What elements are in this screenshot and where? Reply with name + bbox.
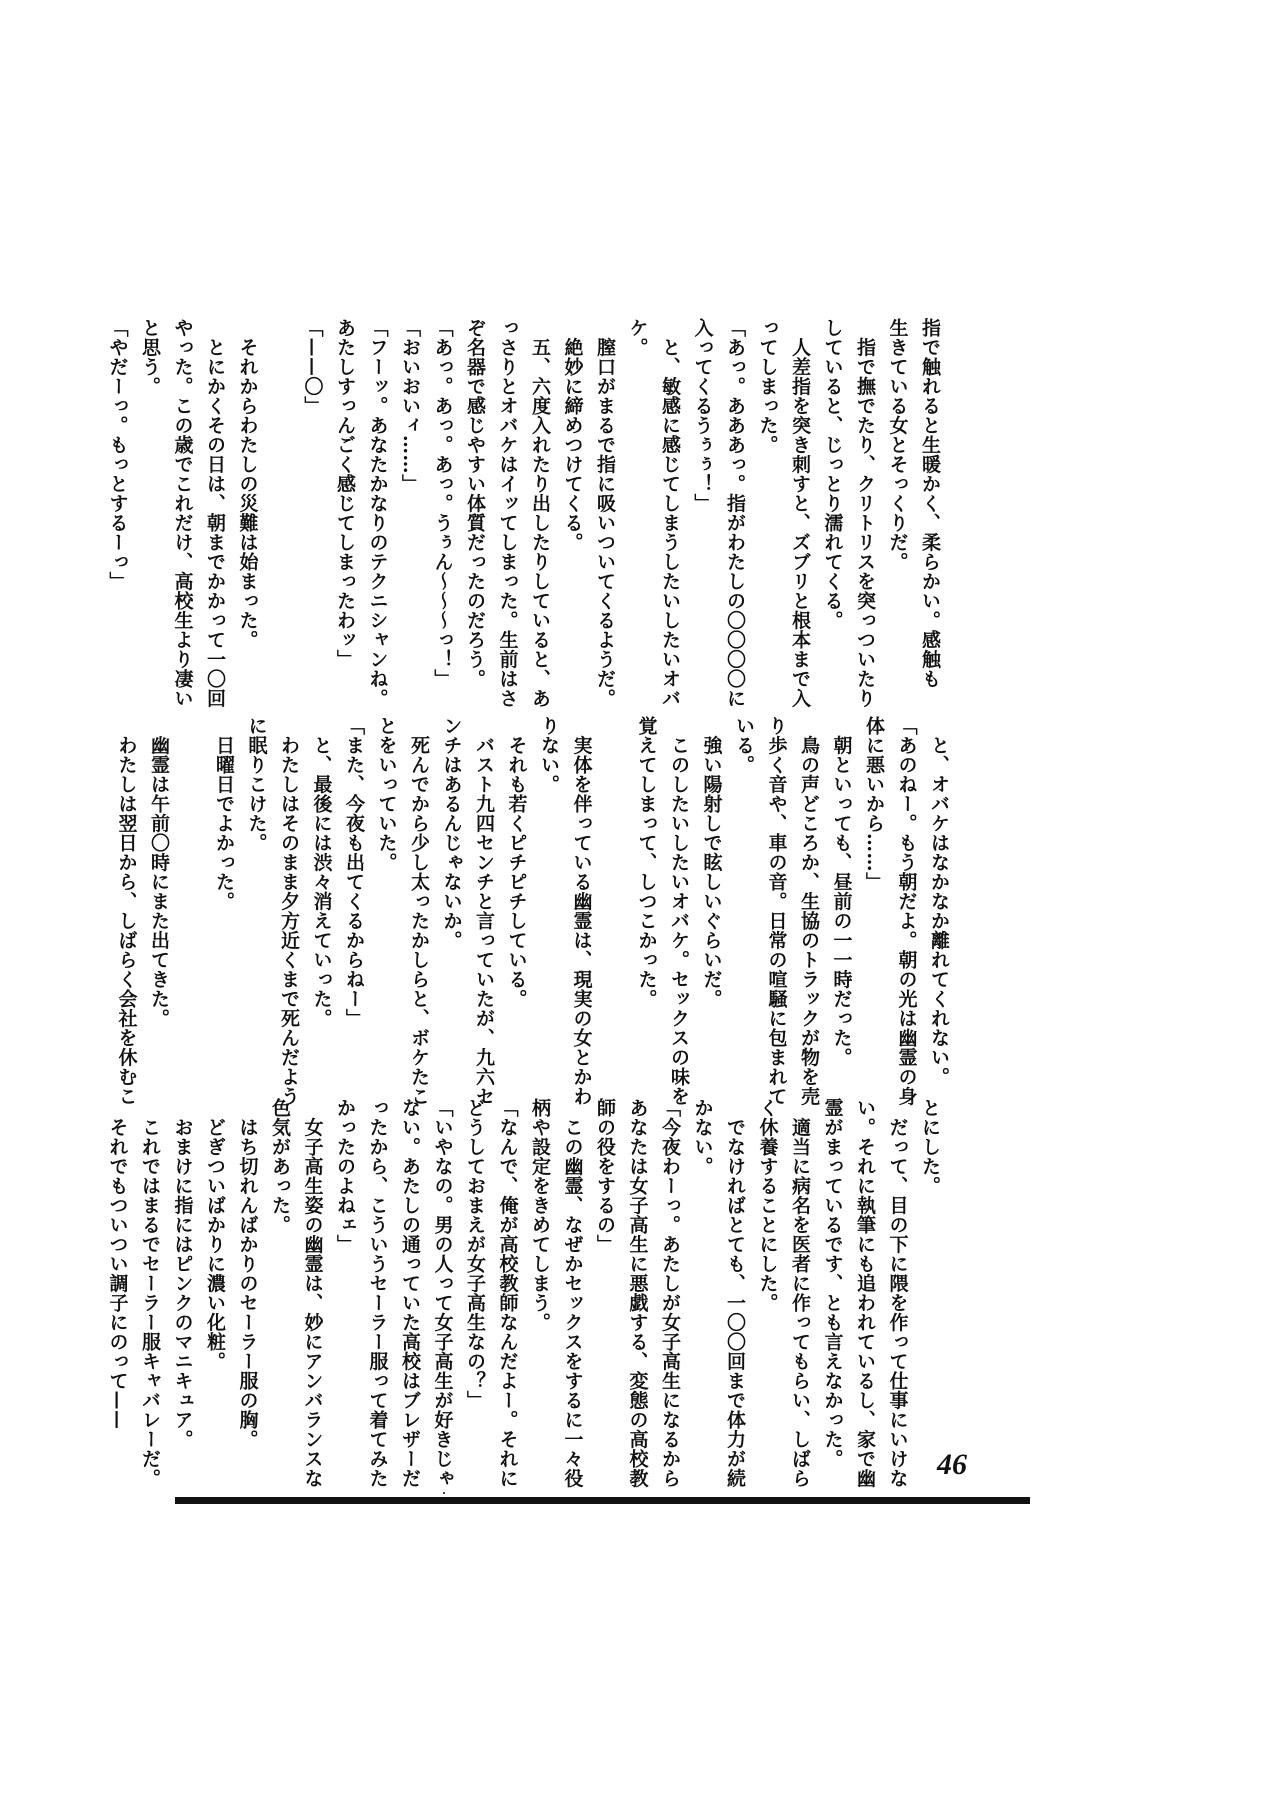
text-line: でなければとても、一〇〇回まで体力が続 xyxy=(724,1098,746,1488)
text-line: とにした。 xyxy=(919,1098,941,1196)
text-column-middle xyxy=(115,716,955,1106)
text-line: かったのよねェ」 xyxy=(334,1098,356,1254)
text-line: 指で触れると生暖かく、柔らかい。感触も xyxy=(919,318,941,689)
text-line: それでもついつい調子にのって—— xyxy=(106,1098,129,1430)
text-line: このしたいしたいオバケ。セックスの味を xyxy=(668,716,690,1106)
text-line: 柄や設定をきめてしまう。 xyxy=(529,1098,551,1332)
text-line: 「あっ。あっ。あっ。うぅん〜〜〜っ！」 xyxy=(431,318,454,689)
text-line: 鳥の声どころか、生協のトラックが物を売 xyxy=(798,716,820,1106)
text-line: とをいっていた。 xyxy=(375,716,398,872)
text-line: 指で撫でたり、クリトリスを突っついたり xyxy=(854,318,876,708)
text-line: と、オバケはなかなか離れてくれない。 xyxy=(928,716,950,1087)
text-line: 絶妙に締めつけてくる。 xyxy=(561,318,584,552)
text-line: ったから、こういうセーラー服って着てみた xyxy=(366,1098,389,1488)
text-line: 実体を伴っている幽霊は、現実の女とかわ xyxy=(570,716,593,1106)
text-line: おまけに指にはピンクのマニキュア。 xyxy=(171,1098,194,1449)
text-line xyxy=(264,318,297,708)
text-line: 「フーッ。あなたかなりのテクニシャンね。 xyxy=(366,318,389,708)
text-line: はち切れんばかりのセーラー服の胸。 xyxy=(236,1098,259,1449)
text-line: 死んでから少し太ったかしらと、ボケたこ xyxy=(408,716,430,1106)
text-line: 幽霊は午前〇時にまた出てきた。 xyxy=(148,716,170,1028)
text-line: とにかくその日は、朝までかかって一〇回 xyxy=(204,318,226,708)
text-line: わたしは翌日から、しばらく会社を休むこ xyxy=(115,716,138,1106)
text-line: ぞ名器で感じやすい体質だったのだろう。 xyxy=(464,318,486,689)
text-line: だって、目の下に隈を作って仕事にいけな xyxy=(886,1098,909,1488)
text-line: あたしすっんごく感じてしまったわッ」 xyxy=(334,318,356,669)
text-line: 「やだーっ。もっとするーっ」 xyxy=(106,318,129,591)
text-line: っさりとオバケはイッてしまった。生前はさ xyxy=(496,318,519,708)
text-line: それからわたしの災難は始まった。 xyxy=(236,318,259,650)
text-line: これではまるでセーラー服キャバレーだ。 xyxy=(139,1098,161,1488)
text-line: ない。あたしの通っていた高校はブレザーだ xyxy=(399,1098,421,1488)
text-line: 「今夜わーっ。あたしが女子高生になるから xyxy=(659,1098,681,1488)
text-line: 日曜日でよかった。 xyxy=(213,716,235,911)
text-line: あなたは女子高生に悪戯する、変態の高校教 xyxy=(626,1098,649,1488)
text-line: ってしまった。 xyxy=(756,318,779,455)
text-line: 入ってくるうぅぅ！」 xyxy=(691,318,714,513)
scan-speck xyxy=(443,1492,445,1494)
text-line: わたしはそのまま夕方近くまで死んだよう xyxy=(278,716,300,1106)
text-line: と、敏感に感じてしまうしたいしたいオバ xyxy=(659,318,681,708)
text-line: 人差指を突き刺すと、ズブリと根本まで入 xyxy=(789,318,811,708)
text-line: 覚えてしまって、しつこかった。 xyxy=(635,716,658,1009)
text-line xyxy=(175,716,208,1071)
text-line xyxy=(598,716,631,1071)
text-line: 師の役をするの」 xyxy=(594,1098,616,1254)
text-line: 適当に病名を医者に作ってもらい、しばら xyxy=(789,1098,811,1488)
text-line: 女子高生姿の幽霊は、妙にアンバランスな xyxy=(301,1098,324,1488)
text-line: 「——〇」 xyxy=(301,318,324,416)
text-line: ケ。 xyxy=(626,318,649,357)
text-line: と、最後には渋々消えていった。 xyxy=(310,716,333,1028)
text-line: ンチはあるんじゃないか。 xyxy=(440,716,463,950)
text-line: バスト九四センチと言っていたが、九六セ xyxy=(473,716,495,1106)
text-line: りない。 xyxy=(538,716,560,794)
text-line: 強い陽射しで眩しいぐらいだ。 xyxy=(700,716,723,1009)
text-line: やった。この歳でこれだけ、高校生より凄い xyxy=(171,318,194,708)
text-line: どうしておまえが女子高生なの？」 xyxy=(464,1098,486,1410)
text-line: 霊がまっているです、とも言えなかった。 xyxy=(821,1098,844,1469)
text-line: 「あっ。あああっ。指がわたしの〇〇〇〇に xyxy=(724,318,746,708)
text-line: かない。 xyxy=(691,1098,714,1176)
text-line: 体に悪いから……」 xyxy=(863,716,885,892)
page-number: 46 xyxy=(937,1448,967,1481)
text-line: 「あのねー。もう朝だよ。朝の光は幽霊の身 xyxy=(895,716,918,1106)
text-line: り歩く音や、車の音。日常の喧騒に包まれて xyxy=(765,716,788,1106)
text-line: 生きている女とそっくりだ。 xyxy=(886,318,909,572)
text-line: 五、六度入れたり出したりしていると、あ xyxy=(529,318,551,708)
text-line: に眠りこけた。 xyxy=(245,716,268,853)
text-line: 「おいおいィ……」 xyxy=(399,318,421,494)
text-line: 色気があった。 xyxy=(269,1098,291,1235)
text-line: 朝といっても、昼前の一一時だった。 xyxy=(830,716,853,1067)
text-column-left xyxy=(106,1098,946,1488)
text-line: この幽霊、なぜかセックスをするに一々役 xyxy=(561,1098,584,1488)
text-line: 膣口がまるで指に吸いついてくるようだ。 xyxy=(594,318,616,708)
text-line: いる。 xyxy=(733,716,755,775)
text-line: い。それに執筆にも追われているし、家で幽 xyxy=(854,1098,876,1488)
text-line: どぎついばかりに濃い化粧。 xyxy=(204,1098,226,1371)
text-line: それも若くピチピチしている。 xyxy=(505,716,528,1009)
text-line: と思う。 xyxy=(139,318,161,396)
text-column-right xyxy=(106,318,946,708)
text-line: く休養することにした。 xyxy=(756,1098,779,1313)
text-line: 「また、今夜も出てくるからねー」 xyxy=(343,716,365,1028)
text-line: していると、じっとり濡れてくる。 xyxy=(821,318,844,630)
text-line: 「なんで、俺が高校教師なんだよー。それに xyxy=(496,1098,519,1488)
text-line: 「いやなの。男の人って女子高生が好きじゃ xyxy=(431,1098,454,1488)
footer-rule xyxy=(175,1497,1030,1504)
